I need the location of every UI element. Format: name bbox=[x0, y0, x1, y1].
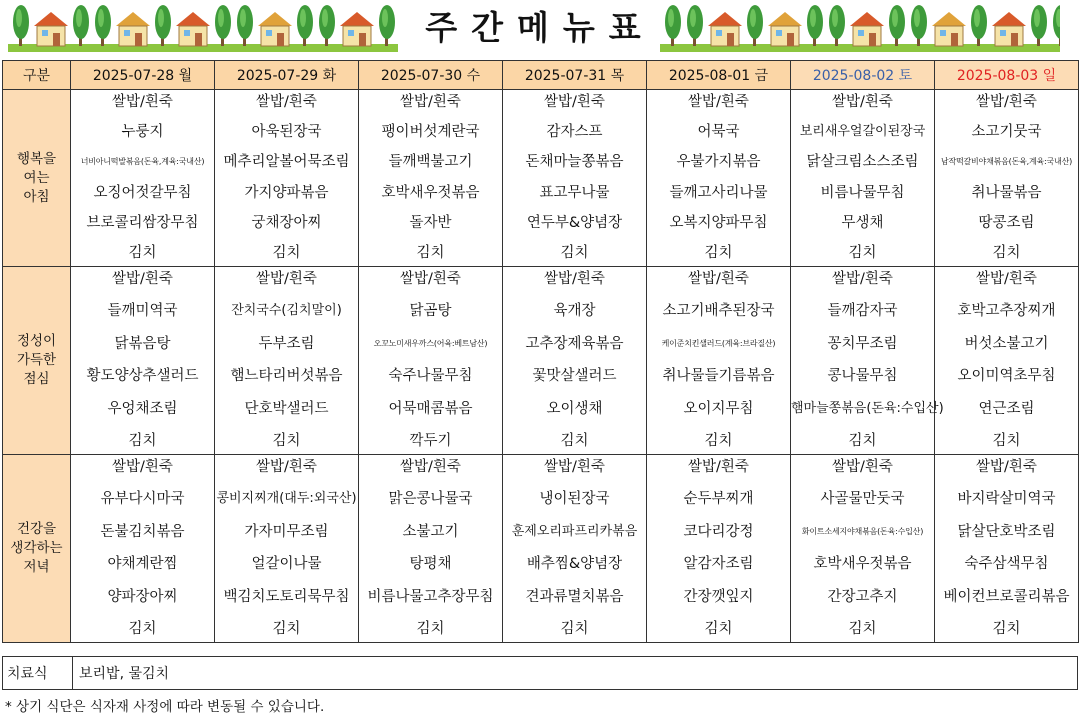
menu-item: 김치 bbox=[272, 432, 301, 449]
menu-cell bbox=[359, 455, 503, 643]
menu-item: 쌀밥/흰죽 bbox=[256, 271, 317, 287]
meal-label bbox=[3, 455, 71, 643]
menu-item: 숙주삼색무침 bbox=[964, 556, 1049, 573]
tree-icon bbox=[237, 5, 253, 46]
menu-cell bbox=[935, 267, 1079, 455]
tree-icon bbox=[1053, 5, 1060, 46]
tree-icon bbox=[155, 5, 171, 46]
menu-item: 탕평채 bbox=[409, 556, 452, 573]
menu-item: 보리새우얼갈이된장국 bbox=[799, 124, 926, 140]
header-row bbox=[3, 61, 1079, 90]
menu-item: 김치 bbox=[128, 244, 157, 261]
menu-item: 쌀밥/흰죽 bbox=[256, 459, 317, 475]
menu-item: 메추리알볼어묵조림 bbox=[223, 154, 350, 171]
meal-label bbox=[3, 90, 71, 267]
menu-item: 오이지무침 bbox=[683, 400, 754, 417]
menu-item: 우불가지볶음 bbox=[676, 154, 761, 171]
menu-item: 표고무나물 bbox=[539, 184, 610, 201]
meal-label-line: 저녁 bbox=[23, 559, 50, 575]
menu-item: 쌀밥/흰죽 bbox=[688, 271, 749, 287]
menu-item: 쌀밥/흰죽 bbox=[544, 459, 605, 475]
therapy-label: 치료식 bbox=[3, 657, 73, 690]
menu-item: 김치 bbox=[848, 244, 877, 261]
menu-item: 소고기배추된장국 bbox=[662, 303, 775, 320]
day-header-saturday: 2025-08-02 토 bbox=[791, 61, 935, 90]
house-icon bbox=[176, 12, 210, 46]
meal-row bbox=[3, 267, 1079, 455]
menu-item: 호박새우젓볶음 bbox=[381, 184, 480, 201]
tree-icon bbox=[319, 5, 335, 46]
menu-item: 간장깻잎지 bbox=[683, 588, 754, 605]
therapy-value: 보리밥, 물김치 bbox=[73, 657, 1078, 690]
menu-item: 쌀밥/흰죽 bbox=[976, 271, 1037, 287]
menu-item: 김치 bbox=[560, 620, 589, 637]
menu-item: 오복지양파무침 bbox=[669, 214, 768, 231]
menu-item: 유부다시마국 bbox=[100, 491, 185, 508]
menu-item: 김치 bbox=[992, 244, 1021, 261]
menu-item: 연근조림 bbox=[978, 400, 1035, 417]
banner bbox=[0, 0, 1083, 58]
tree-icon bbox=[1031, 5, 1047, 46]
menu-item: 비름나물무침 bbox=[820, 184, 905, 201]
house-icon bbox=[768, 12, 802, 46]
menu-item: 쌀밥/흰죽 bbox=[688, 94, 749, 110]
menu-item: 김치 bbox=[416, 244, 445, 261]
menu-cell bbox=[71, 455, 215, 643]
menu-item: 고추장제육볶음 bbox=[525, 335, 624, 352]
menu-item: 브로콜리쌈장무침 bbox=[86, 214, 199, 231]
day-header: 2025-07-28 월 bbox=[71, 61, 215, 90]
menu-item: 돌자반 bbox=[409, 214, 452, 231]
menu-item: 햄마늘쫑볶음(돈육:수입산) bbox=[791, 400, 944, 416]
menu-item: 콩나물무침 bbox=[827, 368, 898, 385]
menu-cell bbox=[791, 90, 935, 267]
menu-item: 양파장아찌 bbox=[107, 588, 178, 605]
house-icon bbox=[340, 12, 374, 46]
house-icon bbox=[850, 12, 884, 46]
menu-item: 순두부찌개 bbox=[683, 491, 754, 508]
tree-icon bbox=[215, 5, 231, 46]
menu-cell bbox=[359, 267, 503, 455]
menu-item: 쌀밥/흰죽 bbox=[112, 459, 173, 475]
weekly-menu-table bbox=[2, 60, 1079, 643]
meal-label-line: 가득한 bbox=[16, 352, 57, 368]
menu-item: 냉이된장국 bbox=[539, 491, 610, 508]
tree-icon bbox=[665, 5, 681, 46]
meal-label-line: 여는 bbox=[23, 169, 50, 186]
menu-item: 들깨고사리나물 bbox=[669, 184, 768, 201]
menu-item: 닭곰탕 bbox=[409, 303, 452, 320]
menu-item: 김치 bbox=[272, 620, 301, 637]
menu-item: 너비아니떡발볶음(돈육,계육:국내산) bbox=[80, 157, 205, 167]
meal-label-line: 아침 bbox=[23, 188, 50, 205]
tree-icon bbox=[13, 5, 29, 46]
house-icon bbox=[34, 12, 68, 46]
menu-item: 쌀밥/흰죽 bbox=[544, 94, 605, 110]
menu-item: 닭볶음탕 bbox=[114, 335, 171, 352]
menu-item: 김치 bbox=[848, 432, 877, 449]
house-icon bbox=[116, 12, 150, 46]
menu-item: 쌀밥/흰죽 bbox=[976, 94, 1037, 110]
day-header: 2025-07-29 화 bbox=[215, 61, 359, 90]
menu-item: 훈제오리파프리카볶음 bbox=[511, 523, 638, 539]
menu-item: 얼갈이나물 bbox=[251, 556, 322, 573]
menu-item: 견과류멸치볶음 bbox=[525, 588, 624, 605]
menu-item: 무생채 bbox=[841, 214, 884, 231]
meal-label-line: 점심 bbox=[23, 371, 50, 387]
menu-item: 들깨백불고기 bbox=[388, 154, 473, 171]
menu-item: 쌀밥/흰죽 bbox=[832, 94, 893, 110]
tree-icon bbox=[807, 5, 823, 46]
menu-item: 김치 bbox=[128, 432, 157, 449]
tree-icon bbox=[73, 5, 89, 46]
menu-item: 남작떡갈비야채볶음(돈육,계육:국내산) bbox=[940, 157, 1073, 167]
menu-item: 돈불김치볶음 bbox=[100, 523, 185, 540]
menu-item: 백김치도토리묵무침 bbox=[223, 588, 350, 605]
tree-icon bbox=[379, 5, 395, 46]
tree-icon bbox=[889, 5, 905, 46]
menu-cell bbox=[791, 267, 944, 455]
menu-item: 김치 bbox=[128, 620, 157, 637]
menu-cell bbox=[215, 267, 359, 455]
menu-item: 쌀밥/흰죽 bbox=[112, 271, 173, 287]
tree-icon bbox=[747, 5, 763, 46]
menu-cell bbox=[503, 267, 647, 455]
tree-icon bbox=[911, 5, 927, 46]
tree-icon bbox=[297, 5, 313, 46]
menu-item: 두부조림 bbox=[258, 335, 315, 352]
menu-item: 쌀밥/흰죽 bbox=[112, 94, 173, 110]
therapy-diet-table bbox=[2, 656, 1078, 690]
menu-cell bbox=[791, 455, 935, 643]
menu-cell bbox=[71, 90, 215, 267]
day-header-sunday: 2025-08-03 일 bbox=[935, 61, 1079, 90]
banner-decoration-right bbox=[660, 0, 1060, 58]
menu-item: 김치 bbox=[560, 244, 589, 261]
menu-item: 소불고기 bbox=[402, 523, 459, 540]
menu-item: 화이트소세지야채볶음(돈육:수입산) bbox=[801, 526, 924, 536]
menu-cell bbox=[503, 455, 647, 643]
menu-cell bbox=[215, 90, 359, 267]
menu-item: 김치 bbox=[992, 620, 1021, 637]
menu-item: 사골물만둣국 bbox=[820, 491, 905, 508]
menu-item: 땅콩조림 bbox=[978, 214, 1035, 231]
menu-item: 김치 bbox=[416, 620, 445, 637]
tree-icon bbox=[829, 5, 845, 46]
menu-item: 돈채마늘쫑볶음 bbox=[525, 154, 624, 171]
menu-item: 김치 bbox=[848, 620, 877, 637]
menu-item: 쌀밥/흰죽 bbox=[256, 94, 317, 110]
menu-item: 쌀밥/흰죽 bbox=[544, 271, 605, 287]
menu-item: 야채계란찜 bbox=[107, 556, 178, 573]
menu-item: 김치 bbox=[560, 432, 589, 449]
house-icon bbox=[932, 12, 966, 46]
menu-cell bbox=[647, 90, 791, 267]
menu-item: 간장고추지 bbox=[827, 588, 898, 605]
tree-icon bbox=[95, 5, 111, 46]
menu-item: 취나물들기름볶음 bbox=[662, 368, 775, 385]
house-icon bbox=[992, 12, 1026, 46]
menu-item: 어묵국 bbox=[697, 124, 740, 141]
menu-cell bbox=[359, 90, 503, 267]
menu-item: 황도양상추샐러드 bbox=[86, 368, 199, 385]
meal-label-line: 생각하는 bbox=[10, 540, 63, 556]
menu-item: 맑은콩나물국 bbox=[388, 491, 473, 508]
menu-item: 닭살크림소스조림 bbox=[806, 154, 919, 171]
menu-item: 오징어젓갈무침 bbox=[93, 184, 192, 201]
menu-item: 소고기뭇국 bbox=[971, 124, 1042, 141]
menu-cell bbox=[503, 90, 647, 267]
menu-item: 알감자조림 bbox=[683, 556, 754, 573]
meal-label-line: 건강을 bbox=[16, 521, 57, 537]
menu-item: 쌀밥/흰죽 bbox=[400, 94, 461, 110]
menu-item: 김치 bbox=[704, 432, 733, 449]
menu-item: 호박고추장찌개 bbox=[957, 303, 1056, 320]
menu-cell bbox=[647, 455, 791, 643]
menu-item: 가자미무조림 bbox=[244, 523, 329, 540]
banner-decoration-left bbox=[8, 0, 398, 58]
menu-item: 코다리강정 bbox=[683, 523, 754, 540]
day-header: 2025-07-31 목 bbox=[503, 61, 647, 90]
tree-icon bbox=[971, 5, 987, 46]
menu-cell bbox=[935, 455, 1079, 643]
menu-item: 쌀밥/흰죽 bbox=[400, 271, 461, 287]
meal-label-line: 행복을 bbox=[16, 150, 57, 167]
menu-item: 들깨감자국 bbox=[827, 303, 898, 320]
meal-row bbox=[3, 455, 1079, 643]
menu-item: 바지락살미역국 bbox=[957, 491, 1056, 508]
page-title: 주간메뉴표 bbox=[425, 8, 655, 47]
day-header: 2025-08-01 금 bbox=[647, 61, 791, 90]
menu-item: 깍두기 bbox=[409, 432, 452, 449]
menu-item: 가지양파볶음 bbox=[244, 184, 329, 201]
menu-item: 콩비지찌개(대두:외국산) bbox=[216, 491, 357, 507]
menu-item: 쌀밥/흰죽 bbox=[832, 271, 893, 287]
menu-item: 호박새우젓볶음 bbox=[813, 556, 912, 573]
menu-item: 쌀밥/흰죽 bbox=[400, 459, 461, 475]
header-label: 구분 bbox=[3, 61, 71, 90]
menu-item: 닭살단호박조림 bbox=[957, 523, 1056, 540]
menu-item: 단호박샐러드 bbox=[244, 400, 329, 417]
house-icon bbox=[708, 12, 742, 46]
menu-item: 오꼬노미새우까스(어육:베트남산) bbox=[373, 338, 488, 348]
house-icon bbox=[258, 12, 292, 46]
menu-item: 꽃맛살샐러드 bbox=[532, 368, 617, 385]
menu-item: 꽁치무조림 bbox=[827, 335, 898, 352]
menu-item: 숙주나물무침 bbox=[388, 368, 473, 385]
menu-item: 궁채장아찌 bbox=[251, 214, 322, 231]
menu-item: 들깨미역국 bbox=[107, 303, 178, 320]
menu-item: 오이생채 bbox=[546, 400, 603, 417]
menu-item: 김치 bbox=[272, 244, 301, 261]
menu-cell bbox=[71, 267, 215, 455]
menu-item: 쌀밥/흰죽 bbox=[976, 459, 1037, 475]
therapy-row bbox=[3, 657, 1078, 690]
menu-item: 누룽지 bbox=[121, 124, 164, 141]
day-header: 2025-07-30 수 bbox=[359, 61, 503, 90]
menu-item: 육개장 bbox=[553, 303, 596, 320]
menu-item: 어묵매콤볶음 bbox=[388, 400, 473, 417]
menu-item: 연두부&양념장 bbox=[526, 214, 623, 231]
menu-item: 케이준치킨샐러드(계육:브라질산) bbox=[661, 338, 776, 348]
meal-label bbox=[3, 267, 71, 455]
menu-item: 베이컨브로콜리볶음 bbox=[943, 588, 1070, 605]
menu-item: 감자스프 bbox=[546, 124, 603, 141]
menu-item: 김치 bbox=[704, 244, 733, 261]
footnote: * 상기 식단은 식자재 사정에 따라 변동될 수 있습니다. bbox=[5, 699, 325, 715]
tree-icon bbox=[687, 5, 703, 46]
menu-item: 버섯소불고기 bbox=[964, 335, 1049, 352]
meal-row bbox=[3, 90, 1079, 267]
menu-item: 아욱된장국 bbox=[251, 124, 322, 141]
menu-item: 배추찜&양념장 bbox=[526, 556, 623, 573]
menu-item: 잔치국수(김치말이) bbox=[231, 303, 342, 319]
menu-item: 김치 bbox=[704, 620, 733, 637]
menu-cell bbox=[935, 90, 1079, 267]
menu-item: 비름나물고추장무침 bbox=[367, 588, 494, 605]
menu-item: 팽이버섯계란국 bbox=[381, 124, 480, 141]
menu-cell bbox=[647, 267, 791, 455]
menu-item: 우엉채조림 bbox=[107, 400, 178, 417]
menu-item: 햄느타리버섯볶음 bbox=[230, 368, 343, 385]
menu-item: 쌀밥/흰죽 bbox=[832, 459, 893, 475]
menu-item: 김치 bbox=[992, 432, 1021, 449]
menu-item: 오이미역초무침 bbox=[957, 368, 1056, 385]
menu-item: 취나물볶음 bbox=[971, 184, 1042, 201]
menu-item: 쌀밥/흰죽 bbox=[688, 459, 749, 475]
meal-label-line: 정성이 bbox=[16, 333, 57, 349]
menu-cell bbox=[215, 455, 359, 643]
